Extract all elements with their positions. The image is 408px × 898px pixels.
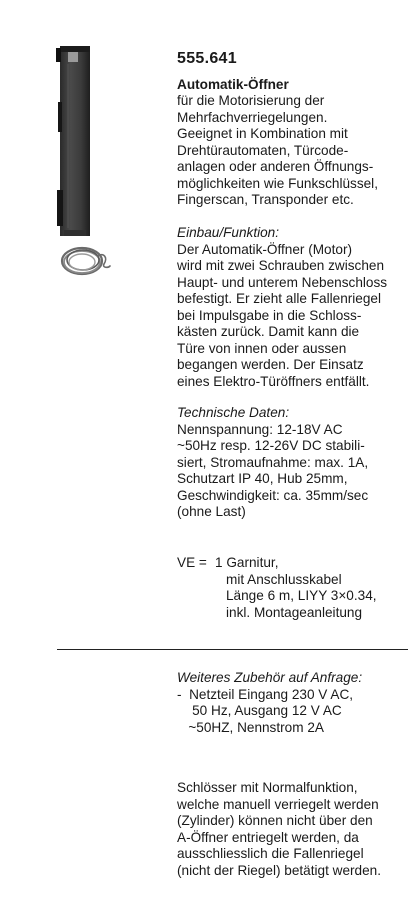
packing-first-line: 1 Garnitur, (215, 555, 279, 570)
technical-line: siert, Stromaufnahme: max. 1A, (177, 454, 369, 470)
note-line: welche manuell verriegelt werden (177, 796, 379, 812)
installation-heading: Einbau/Funktion: (177, 225, 280, 240)
packing-unit (177, 555, 377, 621)
installation-line: Türe von innen oder aussen (177, 340, 347, 356)
accessories-line: 50 Hz, Ausgang 12 V AC (177, 703, 342, 718)
description-line: für die Motorisierung der (177, 93, 325, 108)
cable-coil-image (58, 238, 112, 282)
accessories-line: ~50HZ, Nennstrom 2A (177, 719, 324, 735)
technical-line: Schutzart IP 40, Hub 25mm, (177, 471, 348, 486)
note-line: ausschliesslich die Fallenriegel (177, 846, 364, 861)
description-line: anlagen oder anderen Öffnungs- (177, 159, 374, 174)
installation-line: kästen zurück. Damit kann die (177, 324, 360, 339)
technical-line: Nennspannung: 12-18V AC (177, 421, 343, 437)
description-line: möglichkeiten wie Funkschlüssel, (177, 175, 378, 191)
note-line: (Zylinder) können nicht über den (177, 813, 373, 828)
accessories-section (177, 670, 362, 736)
technical-line: (ohne Last) (177, 504, 246, 519)
product-title: Automatik-Öffner (177, 77, 289, 92)
packing-line: Länge 6 m, LIYY 3×0.34, (226, 588, 377, 603)
accessories-heading: Weiteres Zubehör auf Anfrage: (177, 670, 363, 685)
packing-line: inkl. Montageanleitung (226, 604, 363, 620)
installation-line: begangen werden. Der Einsatz (177, 357, 364, 372)
note-section (177, 780, 381, 879)
section-divider (57, 649, 408, 650)
packing-label: VE = (177, 555, 207, 570)
installation-line: bei Impulsgabe in die Schloss- (177, 307, 362, 323)
description-line: Mehrfachverriegelungen. (177, 109, 328, 125)
installation-line: Haupt- und unterem Nebenschloss (177, 274, 388, 290)
installation-line: eines Elektro-Türöffners entfällt. (177, 373, 370, 389)
technical-line: Geschwindigkeit: ca. 35mm/sec (177, 487, 369, 503)
description-line: Geeignet in Kombination mit (177, 126, 348, 141)
technical-section (177, 405, 368, 521)
technical-line: ~50Hz resp. 12-26V DC stabili- (177, 438, 365, 453)
description-line: Fingerscan, Transponder etc. (177, 192, 354, 207)
installation-line: wird mit zwei Schrauben zwischen (177, 258, 385, 273)
note-line: (nicht der Riegel) betätigt werden. (177, 862, 382, 878)
accessories-line: - Netzteil Eingang 230 V AC, (177, 686, 354, 702)
packing-line: mit Anschlusskabel (226, 571, 342, 587)
installation-line: Der Automatik-Öffner (Motor) (177, 241, 353, 257)
note-line: Schlösser mit Normalfunktion, (177, 780, 358, 795)
note-line: A-Öffner entriegelt werden, da (177, 829, 359, 845)
installation-line: befestigt. Er zieht alle Fallenriegel (177, 291, 382, 306)
description-line: Drehtürautomaten, Türcode- (177, 142, 349, 158)
article-number: 555.641 (177, 50, 237, 67)
installation-section (177, 225, 387, 390)
product-description (177, 93, 378, 209)
technical-heading: Technische Daten: (177, 405, 290, 420)
motor-unit-image (54, 44, 98, 240)
